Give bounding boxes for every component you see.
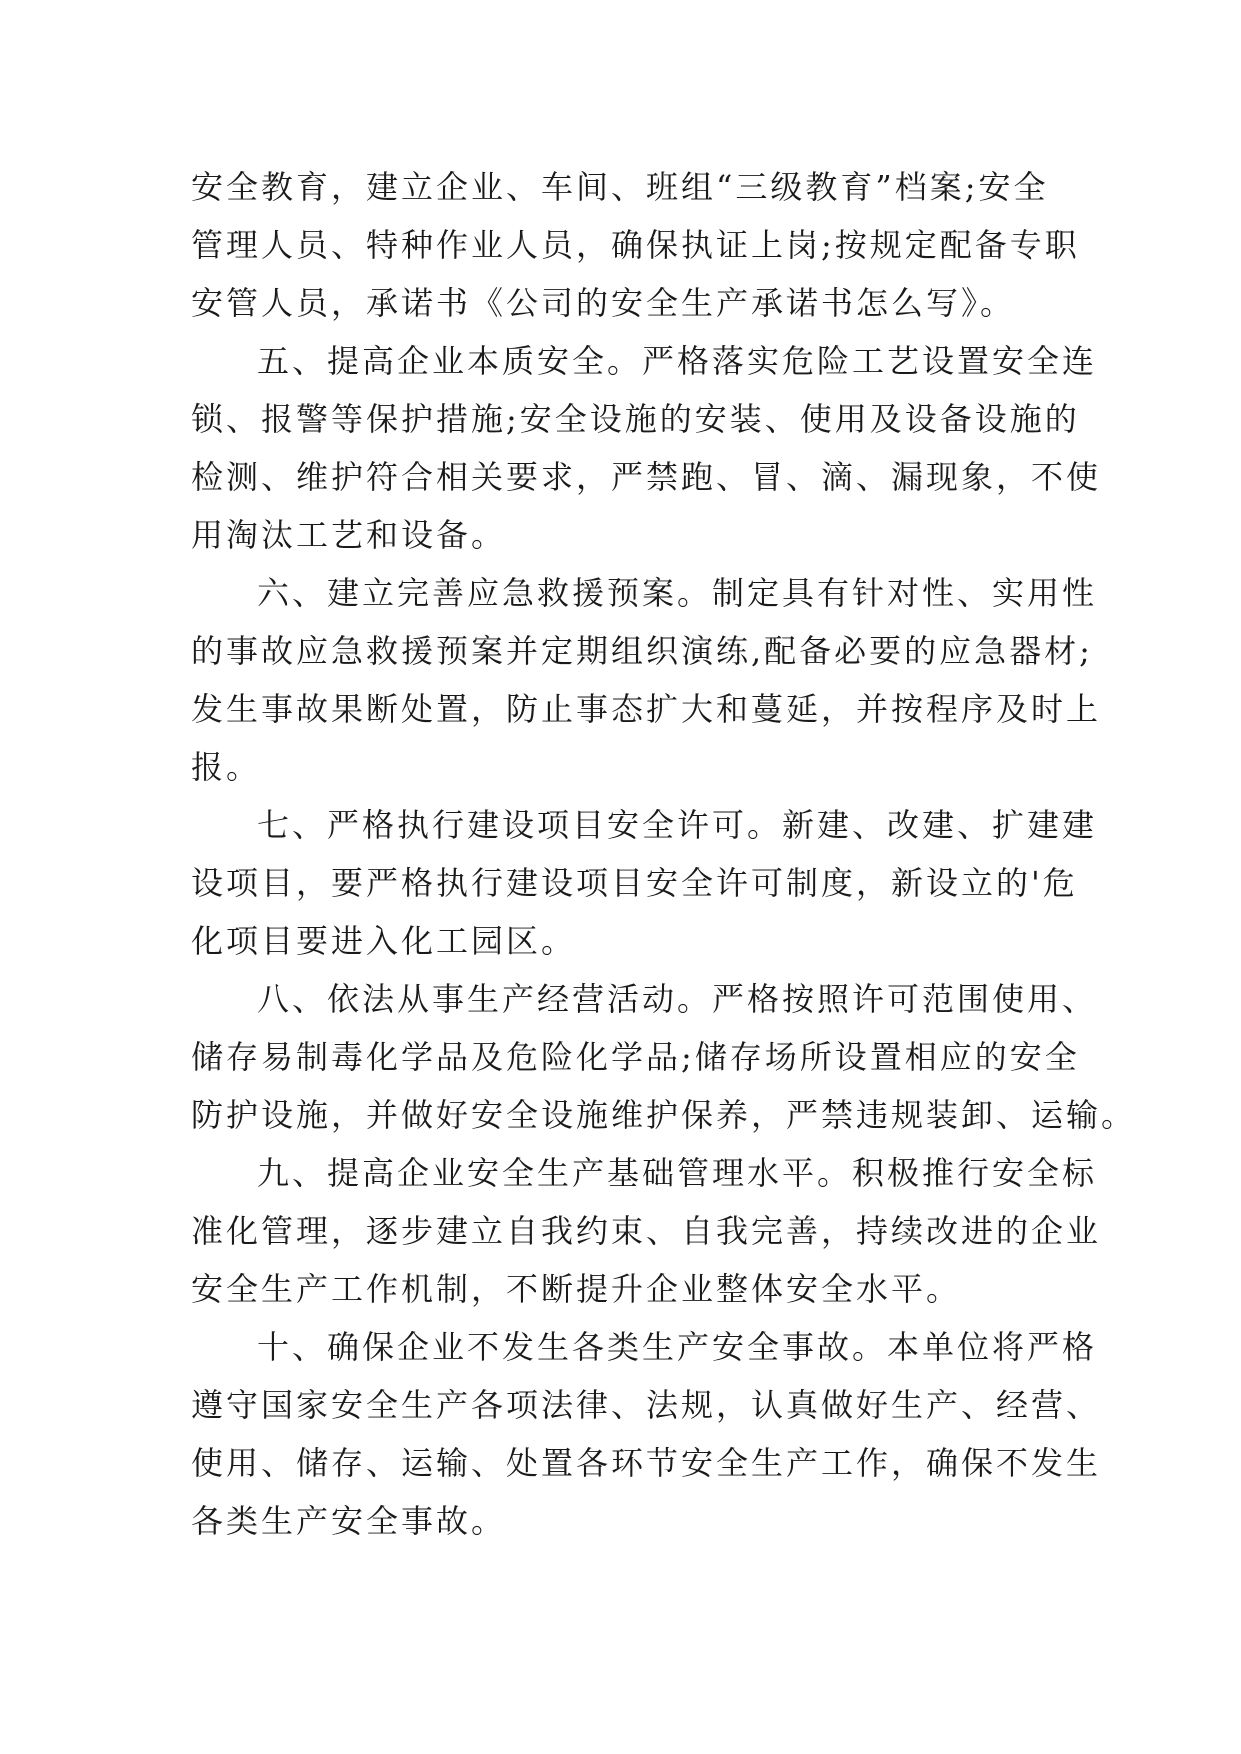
text-line: 准化管理，逐步建立自我约束、自我完善，持续改进的企业 <box>191 1212 1102 1250</box>
text-line: 安全生产工作机制，不断提升企业整体安全水平。 <box>191 1270 962 1308</box>
text-line: 用淘汰工艺和设备。 <box>191 516 507 554</box>
text-line: 发生事故果断处置，防止事态扩大和蔓延，并按程序及时上 <box>191 690 1102 728</box>
paragraph-start-line: 五、提高企业本质安全。严格落实危险工艺设置安全连 <box>257 342 1098 380</box>
text-line: 遵守国家安全生产各项法律、法规，认真做好生产、经营、 <box>191 1386 1102 1424</box>
text-line: 化项目要进入化工园区。 <box>191 922 577 960</box>
text-line: 防护设施，并做好安全设施维护保养，严禁违规装卸、运输。 <box>191 1096 1137 1134</box>
text-line: 锁、报警等保护措施;安全设施的安装、使用及设备设施的 <box>191 400 1080 438</box>
paragraph-start-line: 六、建立完善应急救援预案。制定具有针对性、实用性 <box>257 574 1098 612</box>
text-line: 各类生产安全事故。 <box>191 1502 507 1540</box>
text-line: 的事故应急救援预案并定期组织演练,配备必要的应急器材; <box>191 632 1093 670</box>
text-line: 储存易制毒化学品及危险化学品;储存场所设置相应的安全 <box>191 1038 1080 1076</box>
paragraph-start-line: 七、严格执行建设项目安全许可。新建、改建、扩建建 <box>257 806 1098 844</box>
document-body <box>191 158 1137 1550</box>
text-line: 安管人员，承诺书《公司的安全生产承诺书怎么写》。 <box>191 284 1016 322</box>
paragraph-start-line: 十、确保企业不发生各类生产安全事故。本单位将严格 <box>257 1328 1098 1366</box>
text-line: 使用、储存、运输、处置各环节安全生产工作，确保不发生 <box>191 1444 1102 1482</box>
text-line: 检测、维护符合相关要求，严禁跑、冒、滴、漏现象，不使 <box>191 458 1102 496</box>
paragraph-start-line: 八、依法从事生产经营活动。严格按照许可范围使用、 <box>257 980 1098 1018</box>
paragraph-start-line: 九、提高企业安全生产基础管理水平。积极推行安全标 <box>257 1154 1098 1192</box>
text-line: 安全教育，建立企业、车间、班组“三级教育”档案;安全 <box>191 168 1049 206</box>
text-line: 管理人员、特种作业人员，确保执证上岗;按规定配备专职 <box>191 226 1080 264</box>
text-line: 设项目，要严格执行建设项目安全许可制度，新设立的'危 <box>191 864 1078 902</box>
text-line: 报。 <box>191 748 262 786</box>
